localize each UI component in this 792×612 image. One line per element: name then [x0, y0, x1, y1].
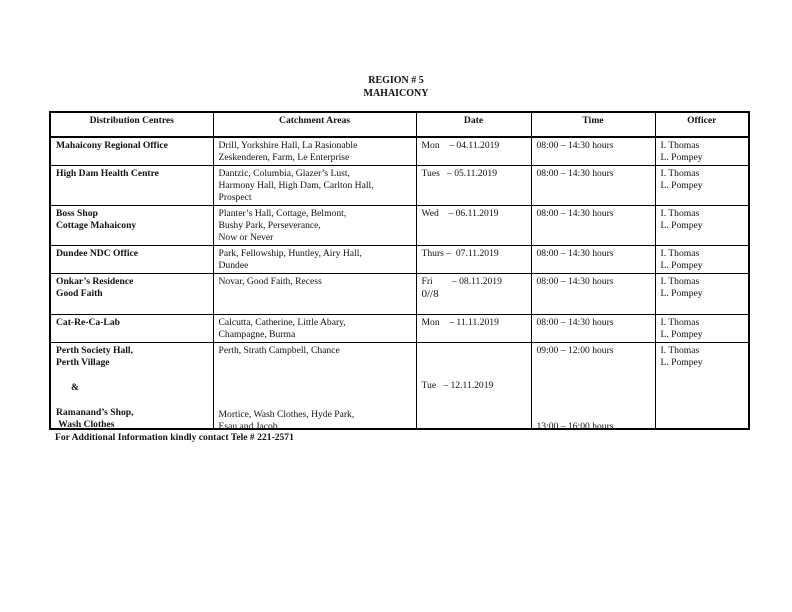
distribution-centre-cell: Onkar’s Residence Good Faith [50, 274, 213, 315]
region-name: MAHAICONY [363, 88, 429, 99]
distribution-schedule-table [49, 111, 750, 430]
distribution-centre-cell: Dundee NDC Office [50, 246, 213, 274]
officer-cell: I. Thomas L. Pompey [655, 206, 749, 246]
catchment-areas-cell: Planter’s Hall, Cottage, Belmont, Bushy Park, Perseverance, Now or Never [213, 206, 416, 246]
officer-cell: I. Thomas L. Pompey [655, 246, 749, 274]
officer-cell: I. Thomas L. Pompey [655, 274, 749, 315]
time-cell: 08:00 – 14:30 hours [531, 246, 655, 274]
catchment-areas-cell: Perth, Strath Campbell, Chance Mortice, Wash Clothes, Hyde Park, Esau and Jacob [213, 343, 416, 430]
officer-cell: I. Thomas L. Pompey [655, 315, 749, 343]
date-cell: Tues – 05.11.2019 [416, 166, 531, 206]
contact-footer: For Additional Information kindly contact Tele # 221-2571 [55, 432, 294, 443]
date-cell: Wed – 06.11.2019 [416, 206, 531, 246]
date-cell: Mon – 04.11.2019 [416, 137, 531, 166]
date-cell: Tue – 12.11.2019 [416, 343, 531, 430]
table-row [50, 315, 749, 343]
column-header: Date [416, 112, 531, 137]
table-row [50, 206, 749, 246]
column-header: Distribution Centres [50, 112, 213, 137]
table-row [50, 166, 749, 206]
distribution-centre-cell: High Dam Health Centre [50, 166, 213, 206]
distribution-centre-cell: Perth Society Hall, Perth Village & Ramanand’s Shop, Wash Clothes [50, 343, 213, 430]
time-cell: 09:00 – 12:00 hours 13:00 – 16:00 hours [531, 343, 655, 430]
time-cell: 08:00 – 14:30 hours [531, 166, 655, 206]
officer-cell: I. Thomas L. Pompey [655, 137, 749, 166]
time-cell: 08:00 – 14:30 hours [531, 206, 655, 246]
column-header: Catchment Areas [213, 112, 416, 137]
officer-cell: I. Thomas L. Pompey [655, 166, 749, 206]
time-cell: 08:00 – 14:30 hours [531, 274, 655, 315]
distribution-centre-cell: Mahaicony Regional Office [50, 137, 213, 166]
catchment-areas-cell: Drill, Yorkshire Hall, La Rasionable Zeskenderen, Farm, Le Enterprise [213, 137, 416, 166]
date-cell: Mon – 11.11.2019 [416, 315, 531, 343]
table-row [50, 246, 749, 274]
time-cell: 08:00 – 14:30 hours [531, 315, 655, 343]
table-header-row [50, 112, 749, 137]
distribution-centre-cell: Boss Shop Cottage Mahaicony [50, 206, 213, 246]
catchment-areas-cell: Dantzic, Columbia, Glazer’s Lust, Harmony Hall, High Dam, Carlton Hall, Prospect [213, 166, 416, 206]
catchment-areas-cell: Park, Fellowship, Huntley, Airy Hall, Dundee [213, 246, 416, 274]
region-title: REGION # 5 [368, 75, 424, 86]
table-row [50, 343, 749, 430]
catchment-areas-cell: Calcutta, Catherine, Little Abary, Champagne, Burma [213, 315, 416, 343]
officer-cell: I. Thomas L. Pompey [655, 343, 749, 430]
date-cell: Fri – 08.11.2019 0//8 [416, 274, 531, 315]
date-cell: Thurs – 07.11.2019 [416, 246, 531, 274]
catchment-areas-cell: Novar, Good Faith, Recess [213, 274, 416, 315]
column-header: Time [531, 112, 655, 137]
table-row [50, 137, 749, 166]
distribution-centre-cell: Cat-Re-Ca-Lab [50, 315, 213, 343]
time-cell: 08:00 – 14:30 hours [531, 137, 655, 166]
table-row [50, 274, 749, 315]
column-header: Officer [655, 112, 749, 137]
